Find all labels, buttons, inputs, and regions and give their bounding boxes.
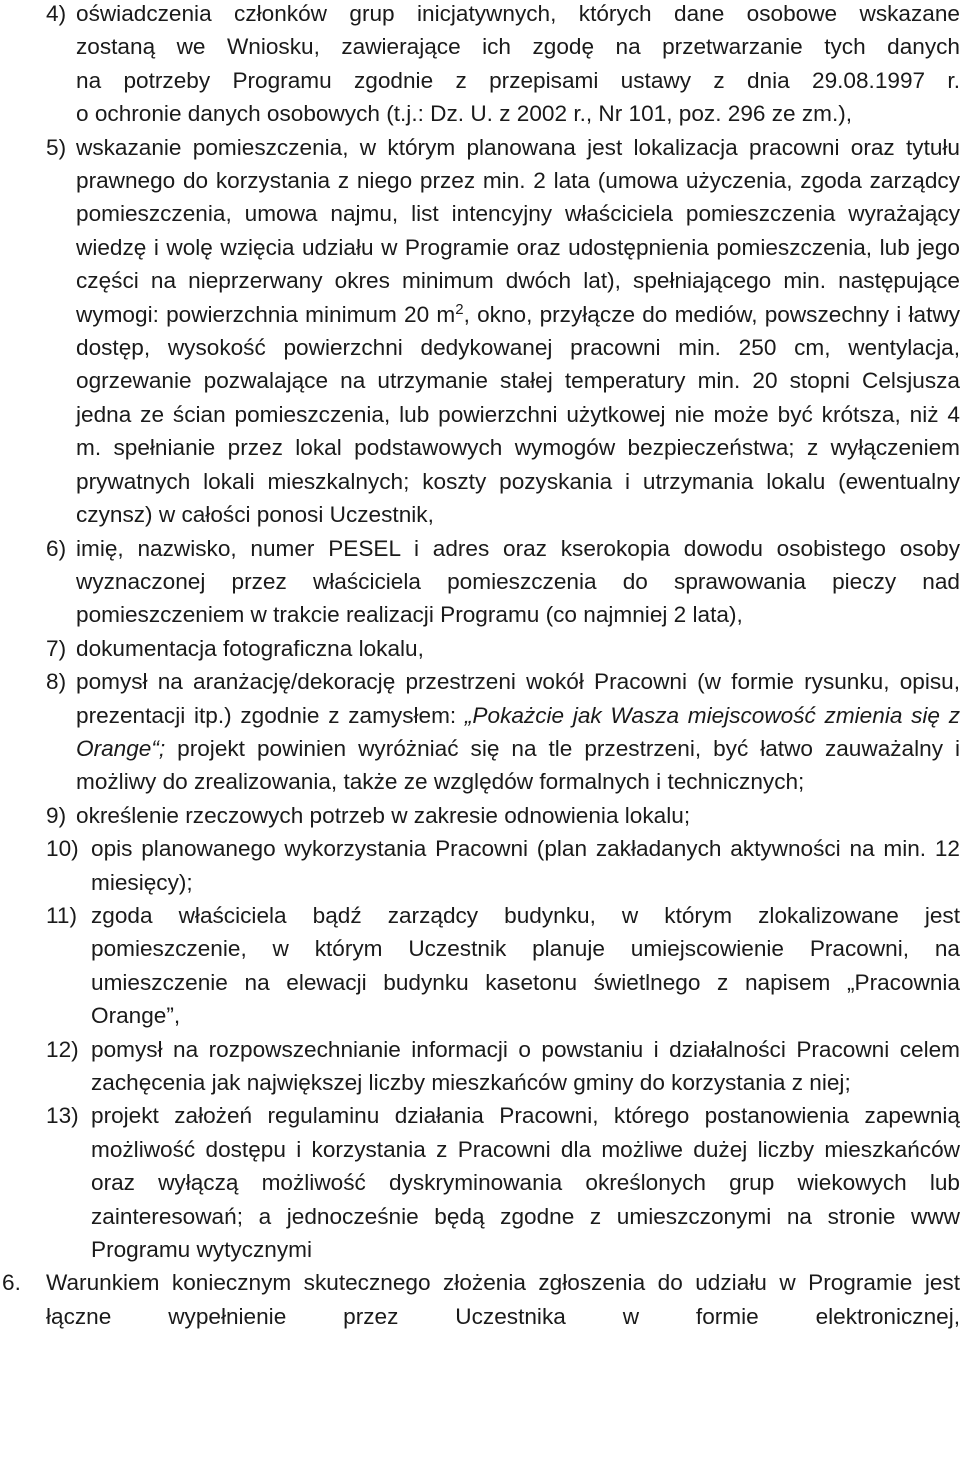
list-item-text: projekt powinien wyróżniać się na tle przestrzeni, być łatwo zauważalny i możliwy do zrealizowania, także ze względów formalnych i technicznych;	[76, 735, 960, 795]
section-paragraph	[0, 1266, 960, 1333]
list-item-text: pomysł na aranżację/dekorację przestrzeni wokół Pracowni (w formie rysunku, opisu, prezentacji itp.) zgodnie z zamysłem:	[76, 669, 960, 728]
list-item-line: o ochronie danych osobowych (t.j.: Dz. U. z 2002 r., Nr 101, poz. 296 ze zm.),	[76, 101, 853, 127]
list-item	[0, 632, 960, 665]
list-item-number: 12)	[46, 1036, 79, 1062]
list-item-line: zostaną we Wniosku, zawierające ich zgodę na przetwarzanie tych danych	[76, 34, 960, 60]
list-item	[0, 532, 960, 632]
list-item-text: dokumentacja fotograficzna lokalu,	[76, 635, 424, 661]
list-item	[0, 665, 960, 799]
section-number: 6.	[2, 1270, 21, 1296]
list-item-number: 7)	[46, 635, 67, 661]
list-item-line: oświadczenia członków grup inicjatywnych, których dane osobowe wskazane	[76, 1, 960, 26]
list-item	[0, 799, 960, 832]
list-item	[0, 832, 960, 899]
italic-quote: „Pokażcie jak Wasza miejscowość zmienia się z Orange“;	[76, 702, 960, 761]
list-item-number: 5)	[46, 134, 67, 160]
list-item-text: projekt założeń regulaminu działania Pracowni, którego postanowienia zapewnią możliwość dostępu i korzystania z Pracowni dla możliwe dużej liczby mieszkańców oraz wyłączą możliwość dyskryminowania określonych grup wiekowych lub zainteresowań; a jednocześnie będą zgodne z umieszczonymi na stronie www Programu wytycznymi	[91, 1103, 960, 1263]
list-item	[0, 1033, 960, 1100]
list-item	[0, 131, 960, 532]
list-item-number: 13)	[46, 1103, 79, 1129]
list-item-number: 8)	[46, 669, 67, 695]
list-item-number: 11)	[46, 902, 77, 928]
list-item	[0, 899, 960, 1033]
list-item	[0, 1099, 960, 1266]
list-item-text: opis planowanego wykorzystania Pracowni (plan zakładanych aktywności na min. 12 miesięcy);	[91, 836, 960, 895]
list-item-number: 6)	[46, 535, 67, 561]
list-item-text: zgoda właściciela bądź zarządcy budynku, w którym zlokalizowane jest pomieszczenie, w którym Uczestnik planuje umiejscowienie Pracowni, na umieszczenie na elewacji budynku kasetonu świetlnego z napisem „Pracownia Orange”,	[91, 902, 960, 1029]
list-item-number: 4)	[46, 1, 67, 26]
list-item-text: wskazanie pomieszczenia, w którym planowana jest lokalizacja pracowni oraz tytułu prawnego do korzystania z niego przez min. 2 lata (umowa użyczenia, zgoda zarządcy pomieszczenia, umowa najmu, list intencyjny właściciela pomieszczenia wyrażający wiedzę i wolę wzięcia udziału w Programie oraz udostępnienia pomieszczenia, lub jego części na nieprzerwany okres minimum dwóch lat), spełniającego min. następujące wymogi: powierzchnia minimum 20 m	[76, 134, 960, 327]
section-text: Warunkiem koniecznym skutecznego złożenia zgłoszenia do udziału w Programie jest łączne wypełnienie przez Uczestnika w formie elektronicznej,	[46, 1270, 960, 1329]
list-item-number: 9)	[46, 802, 67, 828]
list-item-line: na potrzeby Programu zgodnie z przepisami ustawy z dnia 29.08.1997 r.	[76, 67, 960, 93]
list-item	[0, 0, 960, 131]
superscript: 2	[455, 300, 464, 318]
list-item-text: określenie rzeczowych potrzeb w zakresie odnowienia lokalu;	[76, 802, 691, 828]
list-item-text: pomysł na rozpowszechnianie informacji o powstaniu i działalności Pracowni celem zachęcenia jak największej liczby mieszkańców gminy do korzystania z niej;	[91, 1036, 960, 1095]
list-item-text: imię, nazwisko, numer PESEL i adres oraz kserokopia dowodu osobistego osoby wyznaczonej przez właściciela pomieszczenia do sprawowania pieczy nad pomieszczeniem w trakcie realizacji Programu (co najmniej 2 lata),	[76, 535, 960, 628]
list-item-number: 10)	[46, 836, 79, 862]
list-item-text: , okno, przyłącze do mediów, powszechny i łatwy dostęp, wysokość powierzchni dedykowanej pracowni min. 250 cm, wentylacja, ogrzewanie pozwalające na utrzymanie stałej temperatury min. 20 stopni Celsjusza jedna ze ścian pomieszczenia, lub powierzchni użytkowej nie może być krótsza, niż 4 m. spełnianie przez lokal podstawowych wymogów bezpieczeństwa; z wyłączeniem prywatnych lokali mieszkalnych; koszty pozyskania i utrzymania lokalu (ewentualny czynsz) w całości ponosi Uczestnik,	[76, 301, 960, 528]
